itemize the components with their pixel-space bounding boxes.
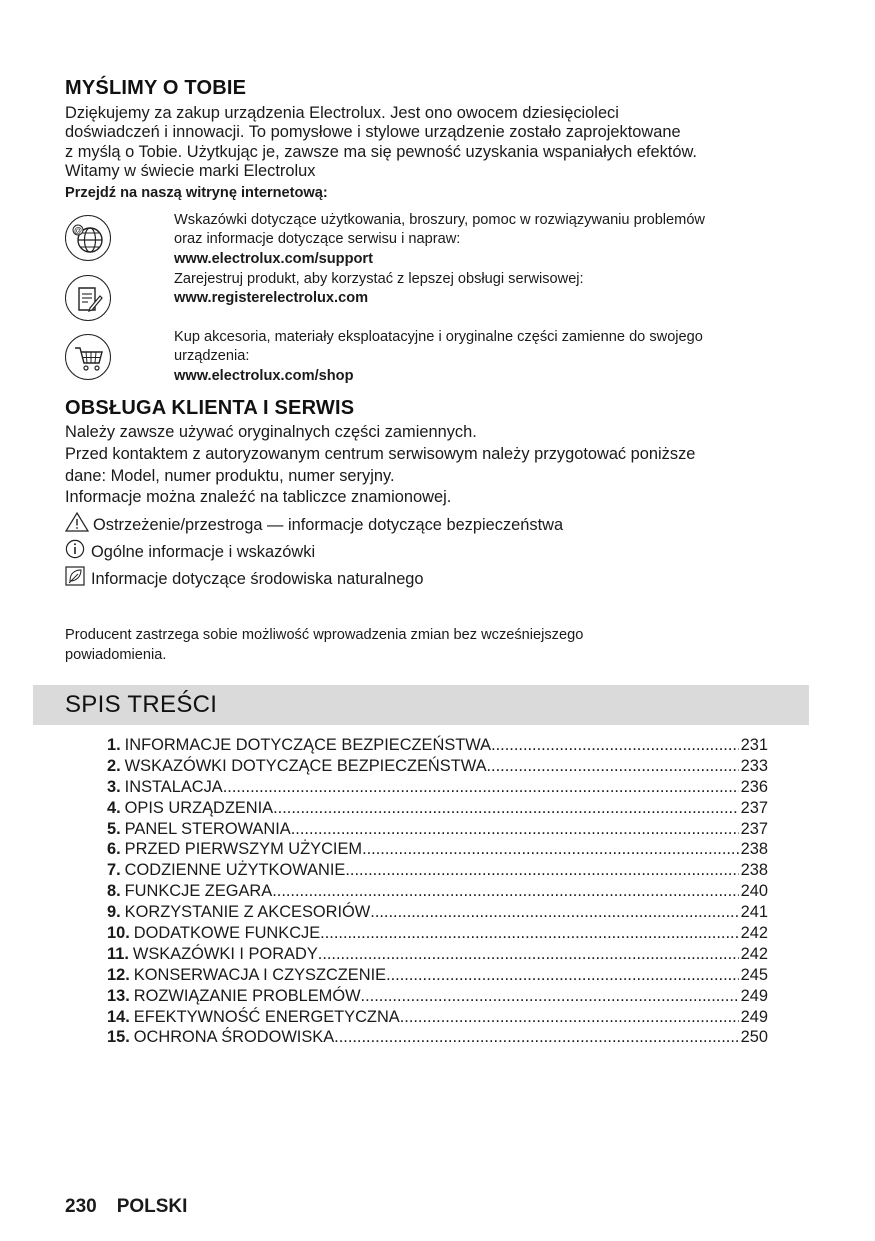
web-text-line: Wskazówki dotyczące użytkowania, broszury, pomoc w rozwiązywaniu problemów bbox=[174, 212, 705, 228]
toc-leader-dots bbox=[386, 965, 739, 986]
toc-item-label: KORZYSTANIE Z AKCESORIÓW bbox=[124, 903, 371, 922]
legend-text: Informacje dotyczące środowiska naturalnego bbox=[91, 569, 424, 588]
toc-item-number: 6. bbox=[107, 840, 121, 859]
warning-triangle-icon bbox=[65, 512, 89, 537]
register-link[interactable]: www.registerelectrolux.com bbox=[174, 290, 369, 307]
toc-leader-dots bbox=[291, 819, 739, 840]
toc-item-number: 7. bbox=[107, 861, 121, 880]
toc-leader-dots bbox=[361, 986, 739, 1007]
toc-item-number: 10. bbox=[107, 924, 130, 943]
toc-item[interactable] bbox=[107, 944, 768, 965]
toc-leader-dots bbox=[487, 756, 739, 777]
toc-item[interactable] bbox=[107, 839, 768, 860]
toc-item-page: 231 bbox=[740, 736, 768, 754]
toc-item-number: 11. bbox=[107, 944, 129, 963]
note-line: powiadomienia. bbox=[65, 647, 167, 663]
legend-environment bbox=[65, 566, 424, 591]
toc-item-page: 238 bbox=[740, 861, 768, 880]
toc-item-number: 14. bbox=[107, 1007, 130, 1026]
toc-item-number: 3. bbox=[107, 777, 121, 796]
toc-item-number: 12. bbox=[107, 965, 130, 984]
toc-leader-dots bbox=[334, 1027, 738, 1048]
toc-item-page: 245 bbox=[740, 965, 768, 984]
toc-leader-dots bbox=[223, 777, 739, 798]
toc-item-label: FUNKCJE ZEGARA bbox=[124, 882, 273, 901]
svg-text:@: @ bbox=[74, 226, 82, 235]
register-note-icon bbox=[65, 275, 111, 321]
web-text-line: Kup akcesoria, materiały eksploatacyjne i oryginalne części zamienne do swojego bbox=[174, 329, 703, 345]
service-title: OBSŁUGA KLIENTA I SERWIS bbox=[65, 397, 355, 419]
note-line: Producent zastrzega sobie możliwość wprowadzenia zmian bez wcześniejszego bbox=[65, 627, 584, 643]
toc-item-number: 2. bbox=[107, 756, 121, 775]
web-register-block bbox=[174, 270, 814, 309]
toc-item-label: ROZWIĄZANIE PROBLEMÓW bbox=[133, 986, 361, 1005]
toc-item-label: OPIS URZĄDZENIA bbox=[124, 798, 274, 817]
disclaimer-note bbox=[65, 625, 845, 665]
toc-item-number: 8. bbox=[107, 882, 121, 901]
toc-item-page: 240 bbox=[740, 882, 768, 901]
web-text-line: urządzenia: bbox=[174, 348, 250, 365]
toc-item[interactable] bbox=[107, 735, 768, 756]
toc-item[interactable] bbox=[107, 965, 768, 986]
toc-item-page: 242 bbox=[740, 944, 768, 963]
toc-item-label: INFORMACJE DOTYCZĄCE BEZPIECZEŃSTWA bbox=[124, 736, 492, 754]
toc-item-page: 233 bbox=[740, 756, 768, 775]
toc-item[interactable] bbox=[107, 777, 768, 798]
toc-leader-dots bbox=[400, 1007, 739, 1028]
service-line: dane: Model, numer produktu, numer seryjny. bbox=[65, 466, 395, 485]
toc-item[interactable] bbox=[107, 798, 768, 819]
toc-item-label: INSTALACJA bbox=[124, 777, 223, 796]
toc-leader-dots bbox=[273, 798, 739, 819]
page-footer bbox=[65, 1196, 207, 1218]
toc-item[interactable] bbox=[107, 1007, 768, 1028]
toc-title: SPIS TREŚCI bbox=[65, 691, 218, 718]
legend-text: Ogólne informacje i wskazówki bbox=[91, 542, 316, 561]
toc-item[interactable] bbox=[107, 1027, 768, 1048]
toc-item-page: 238 bbox=[740, 840, 768, 859]
legend-warning bbox=[65, 512, 563, 537]
toc-leader-dots bbox=[345, 860, 738, 881]
toc-item-label: CODZIENNE UŻYTKOWANIE bbox=[124, 861, 346, 880]
toc-item-label: OCHRONA ŚRODOWISKA bbox=[133, 1028, 335, 1047]
toc-leader-dots bbox=[370, 902, 738, 923]
toc-leader-dots bbox=[320, 923, 738, 944]
toc-item[interactable] bbox=[107, 881, 768, 902]
toc-item-label: EFEKTYWNOŚĆ ENERGETYCZNA bbox=[133, 1007, 400, 1026]
toc-item-page: 250 bbox=[740, 1028, 768, 1047]
web-shop-block bbox=[174, 328, 814, 386]
toc-item[interactable] bbox=[107, 986, 768, 1007]
toc-item-number: 13. bbox=[107, 986, 130, 1005]
service-line: Informacje można znaleźć na tabliczce znamionowej. bbox=[65, 488, 452, 507]
table-of-contents bbox=[107, 735, 768, 1048]
intro-line: z myślą o Tobie. Użytkując je, zawsze ma się pewność uzyskania wspaniałych efektów. bbox=[65, 142, 697, 161]
toc-item[interactable] bbox=[107, 819, 768, 840]
service-line: Należy zawsze używać oryginalnych części zamiennych. bbox=[65, 423, 477, 441]
toc-item-label: WSKAZÓWKI I PORADY bbox=[132, 944, 318, 963]
service-line: Przed kontaktem z autoryzowanym centrum serwisowym należy przygotować poniższe bbox=[65, 444, 696, 463]
environment-leaf-icon bbox=[65, 566, 87, 591]
shop-link[interactable]: www.electrolux.com/shop bbox=[174, 367, 354, 384]
intro-title: MYŚLIMY O TOBIE bbox=[65, 77, 247, 99]
intro-line: Dziękujemy za zakup urządzenia Electrolux. Jest ono owocem dziesięcioleci bbox=[65, 104, 619, 122]
globe-icon bbox=[65, 215, 111, 261]
web-support-block bbox=[174, 211, 814, 269]
toc-item-number: 9. bbox=[107, 903, 121, 922]
toc-item-page: 249 bbox=[740, 1007, 768, 1026]
shopping-cart-icon bbox=[65, 334, 111, 380]
toc-item-label: DODATKOWE FUNKCJE bbox=[133, 924, 321, 943]
support-link[interactable]: www.electrolux.com/support bbox=[174, 250, 373, 267]
toc-item[interactable] bbox=[107, 860, 768, 881]
toc-item-number: 1. bbox=[107, 736, 121, 754]
legend-info bbox=[65, 539, 315, 564]
toc-item-label: KONSERWACJA I CZYSZCZENIE bbox=[133, 965, 387, 984]
toc-item-label: PRZED PIERWSZYM UŻYCIEM bbox=[124, 840, 363, 859]
toc-item-number: 15. bbox=[107, 1028, 130, 1047]
website-heading: Przejdź na naszą witrynę internetową: bbox=[65, 185, 328, 201]
legend-text: Ostrzeżenie/przestroga — informacje dotyczące bezpieczeństwa bbox=[93, 515, 564, 534]
toc-leader-dots bbox=[318, 944, 739, 965]
footer-language: POLSKI bbox=[116, 1196, 188, 1217]
info-circle-icon bbox=[65, 539, 87, 564]
page-number: 230 bbox=[65, 1196, 97, 1217]
toc-item-page: 242 bbox=[740, 924, 768, 943]
toc-item-page: 237 bbox=[740, 798, 768, 817]
toc-item-page: 236 bbox=[740, 777, 768, 796]
toc-item-label: PANEL STEROWANIA bbox=[124, 819, 291, 838]
web-text-line: oraz informacje dotyczące serwisu i napraw: bbox=[174, 231, 461, 248]
toc-item[interactable] bbox=[107, 923, 768, 944]
toc-item-page: 237 bbox=[740, 819, 768, 838]
toc-item-label: WSKAZÓWKI DOTYCZĄCE BEZPIECZEŃSTWA bbox=[124, 756, 487, 775]
toc-item-page: 249 bbox=[740, 986, 768, 1005]
toc-leader-dots bbox=[272, 881, 738, 902]
intro-text bbox=[65, 104, 845, 181]
intro-line: Witamy w świecie marki Electrolux bbox=[65, 161, 316, 180]
toc-item-number: 4. bbox=[107, 798, 121, 817]
service-text bbox=[65, 422, 845, 509]
toc-leader-dots bbox=[491, 735, 739, 756]
toc-item-number: 5. bbox=[107, 819, 121, 838]
web-text-line: Zarejestruj produkt, aby korzystać z lepszej obsługi serwisowej: bbox=[174, 271, 584, 287]
intro-line: doświadczeń i innowacji. To pomysłowe i stylowe urządzenie zostało zaprojektowane bbox=[65, 123, 681, 142]
toc-item-page: 241 bbox=[740, 903, 768, 922]
toc-leader-dots bbox=[362, 839, 739, 860]
toc-item[interactable] bbox=[107, 902, 768, 923]
toc-item[interactable] bbox=[107, 756, 768, 777]
